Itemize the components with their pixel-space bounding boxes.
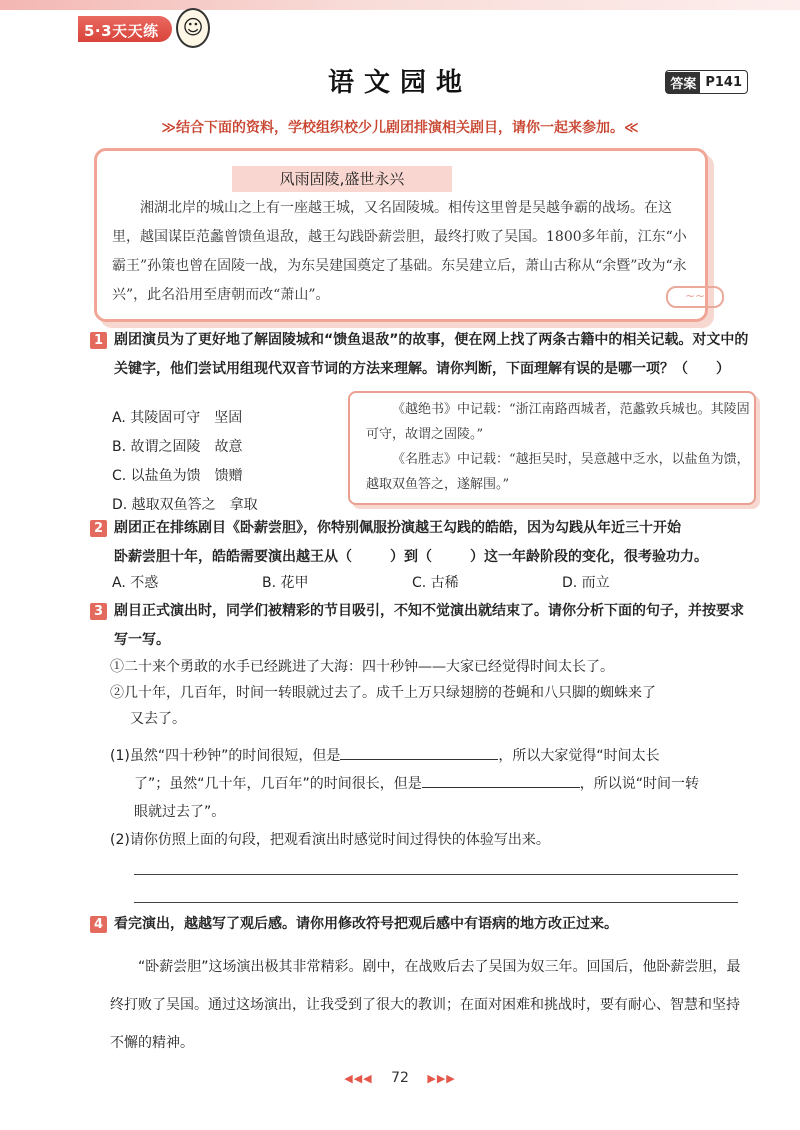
- option-c: C. 古稀: [412, 575, 459, 591]
- intro-text: ≫结合下面的资料，学校组织校少儿剧团排演相关剧目，请你一起来参加。≪: [161, 120, 639, 136]
- option-d: D. 而立: [562, 575, 610, 591]
- writing-line-1[interactable]: [134, 874, 738, 875]
- sentence-2: ②几十年，几百年，时间一转眼就过去了。成千上万只绿翅膀的苍蝇和八只脚的蜘蛛来了: [110, 685, 656, 701]
- source-1: 《越绝书》中记载：“浙江南路西城者，范蠡敦兵城也。其陵固可守，故谓之固陵。”: [366, 402, 750, 442]
- question-4-number: 4: [90, 916, 107, 933]
- question-2-seg-a: 卧薪尝胆十年，皓皓需要演出越王从（: [114, 549, 352, 565]
- fill-seg-e: 眼就过去了”。: [134, 804, 226, 820]
- answer-label: 答案: [666, 72, 700, 93]
- fill-seg-b: ，所以大家觉得“时间太长: [498, 748, 660, 764]
- question-3-number: 3: [90, 603, 107, 620]
- question-3-text: 剧目正式演出时，同学们被精彩的节目吸引，不知不觉演出就结束了。请你分析下面的句子，并按要求写一写。: [114, 603, 744, 648]
- sentence-2-cont: 又去了。: [130, 711, 186, 727]
- option-a: A. 不惑: [112, 575, 159, 591]
- question-1-options: [112, 404, 342, 520]
- fill-seg-c: 了”；虽然“几十年，几百年”的时间很长，但是: [134, 776, 422, 792]
- question-2-seg-c: ）这一年龄阶段的变化，很考验功力。: [470, 549, 708, 565]
- fill-in-part-1: [110, 742, 750, 854]
- option-b: B. 花甲: [262, 575, 309, 591]
- question-2-text: [114, 514, 754, 572]
- review-paragraph: “卧薪尝胆”这场演出极其非常精彩。剧中，在战败后去了吴国为奴三年。回国后，他卧薪尝胆，最终打败了吴国。通过这场演出，让我受到了很大的教训；在面对困难和挑战时，要有耐心、智慧和坚持不懈的精神。: [110, 959, 741, 1051]
- reading-title: 风雨固陵,盛世永兴: [232, 166, 452, 192]
- example-sentences: [110, 654, 750, 732]
- brand-logo: 5·3天天练: [84, 22, 159, 40]
- left-arrows-icon: ◀◀◀: [344, 1072, 373, 1085]
- header-bar: [0, 0, 800, 48]
- reading-text: 湘湖北岸的城山之上有一座越王城，又名固陵城。相传这里曾是吴越争霸的战场。在这里，越国谋臣范蠡曾馈鱼退敌，越王勾践卧薪尝胆，最终打败了吴国。1800多年前，江东“小霸王”孙策也曾在固陵一战，为东吴建国奠定了基础。东吴建立后，萧山古称从“余暨”改为“永兴”，此名沿用至唐朝而改“萧山”。: [112, 200, 687, 303]
- page-number: 72: [391, 1070, 409, 1086]
- option-d: D. 越取双鱼答之 拿取: [112, 497, 258, 513]
- part-2-prompt: (2)请你仿照上面的句段，把观看演出时感觉时间过得快的体验写出来。: [110, 832, 550, 848]
- writing-line-2[interactable]: [134, 902, 738, 903]
- source-2: 《名胜志》中记载：“越拒吴时，吴意越中乏水，以盐鱼为馈，越取双鱼答之，遂解围。”: [366, 452, 750, 492]
- option-a: A. 其陵固可守 坚固: [112, 410, 243, 426]
- page-title: 语文园地: [327, 68, 472, 98]
- option-b: B. 故谓之固陵 故意: [112, 439, 243, 455]
- fill-seg-a: (1)虽然“四十秒钟”的时间很短，但是: [110, 748, 341, 764]
- question-2-number: 2: [90, 520, 107, 537]
- option-c: C. 以盐鱼为馈 馈赠: [112, 468, 243, 484]
- fill-seg-d: ，所以说“时间一转: [579, 776, 700, 792]
- answer-blank-4[interactable]: [422, 771, 580, 788]
- answer-page: P141: [705, 74, 742, 90]
- question-1-text: 剧团演员为了更好地了解固陵城和“馈鱼退敌”的故事，便在网上找了两条古籍中的相关记载。对文中的关键字，他们尝试用组现代双音节词的方法来理解。请你判断，下面理解有误的是哪一项？（ ）: [114, 332, 749, 377]
- question-1-number: 1: [90, 332, 107, 349]
- question-2-options: [112, 572, 732, 592]
- question-2-line2: [114, 543, 754, 572]
- answer-blank-3[interactable]: [340, 743, 498, 760]
- right-arrows-icon: ▶▶▶: [427, 1072, 456, 1085]
- source-text: [366, 397, 750, 497]
- sentence-1: ①二十来个勇敢的水手已经跳进了大海：四十秒钟——大家已经觉得时间太长了。: [110, 659, 614, 675]
- scroll-icon: ~~: [666, 286, 724, 308]
- mascot-icon: ☺: [176, 8, 210, 48]
- page-footer: [0, 1070, 800, 1086]
- question-4-text: 看完演出，越越写了观后感。请你用修改符号把观后感中有语病的地方改正过来。: [114, 916, 618, 932]
- answer-tag: [665, 70, 748, 94]
- question-2-seg-b: ）到（: [390, 549, 432, 565]
- header-band: [0, 0, 800, 10]
- question-2-line1: 剧团正在排练剧目《卧薪尝胆》，你特别佩服扮演越王勾践的皓皓，因为勾践从年近三十开始: [114, 520, 681, 536]
